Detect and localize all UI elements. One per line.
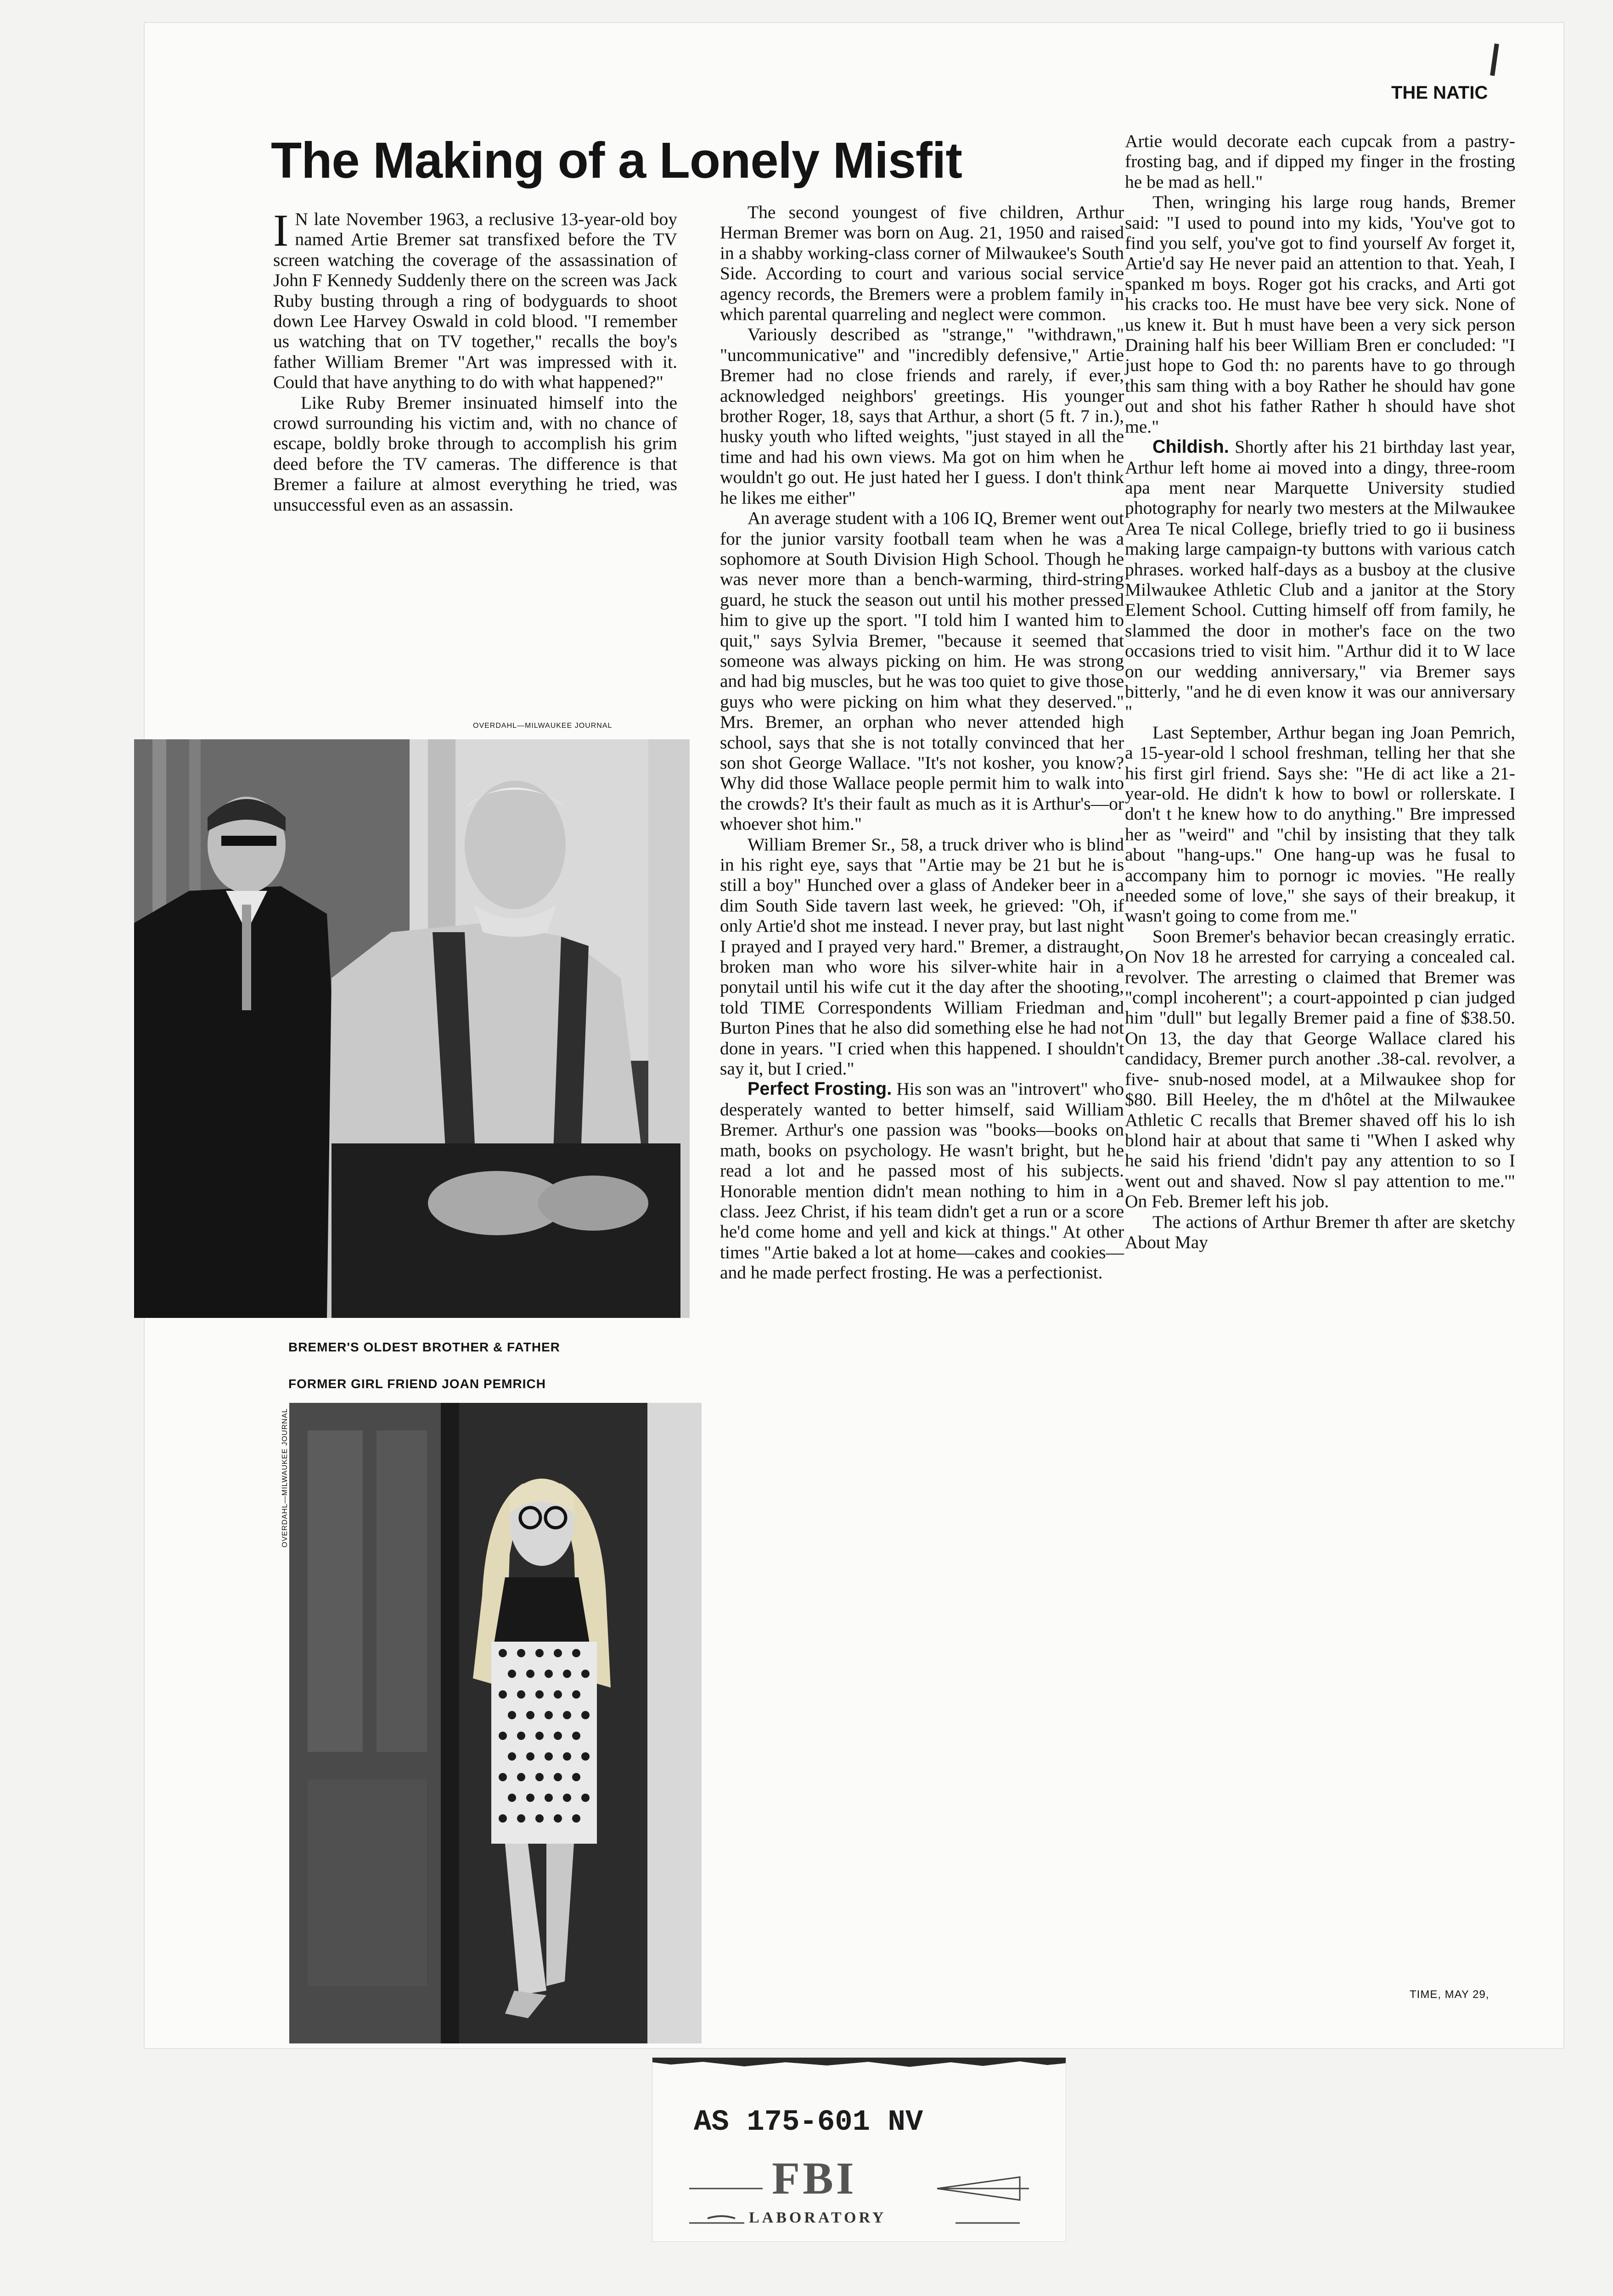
case-number: AS 175-601 NV xyxy=(694,2106,923,2139)
column-3 xyxy=(1125,131,1515,1252)
fbi-emblem-text: FBI xyxy=(772,2153,857,2204)
photo-brother-and-father xyxy=(134,739,690,1318)
col2-para-2: Variously described as "strange," "withdrawn," "uncommunicative" and "incredibly defensive," Artie Bremer had no close friends and rarely, if ever, acknowledged neighbors' greetings. His younger brother Roger, 18, says that Arthur, a short (5 ft. 7 in.), husky youth who lifted weights, "just stayed in all the time and had his own views. Ma got on him when he wouldn't go out. He just hated her I guess. I don't think he likes me either" xyxy=(720,324,1124,508)
photo-caption-2: FORMER GIRL FRIEND JOAN PEMRICH xyxy=(288,1377,546,1391)
col2-para-3: An average student with a 106 IQ, Bremer went out for the junior varsity football team when he was a sophomore at South Division High School. Though he was never more than a bench-warming, third-string guard, he stuck the season out until his mother pressed him to give up the sport. "I told him I wanted him to quit," says Sylvia Bremer, "because it seemed that someone was always picking on him. He was strong and had big muscles, but he was too quiet to give those guys who were picking on him what they deserved." Mrs. Bremer, an orphan who never attended high school, says that she is not totally convinced that her son shot George Wallace. "It's not kosher, you know? Why did those Wallace people permit him to walk into the crowds? It's their fault as much as it is Arthur's—or whoever shot him." xyxy=(720,508,1124,834)
run-in-childish: Childish. xyxy=(1152,437,1229,457)
photo-caption-1: BREMER'S OLDEST BROTHER & FATHER xyxy=(288,1340,560,1354)
col3-para-3: Childish. Shortly after his 21 birthday last year, Arthur left home ai moved into a dingy, three-room apa ment near Marquette University studied photography for nearly two mesters at the Milwaukee Area Te nical College, briefly tried to go ii business making large campaign-ty buttons with various catch phrases. worked half-days as a busboy at the clusive Milwaukee Athletic Club and a janitor at the Story Element School. Cutting himself off from family, he slammed the door in mother's face on the two occasions tried to visit him. "Arthur did it to W lace on our wedding anniversary," via Bremer says bitterly, "and he di even know it was our anniversary " xyxy=(1125,437,1515,722)
photo-credit-2: OVERDAHL—MILWAUKEE JOURNAL xyxy=(281,1408,289,1548)
col1-para-2: Like Ruby Bremer insinuated himself into the crowd surrounding his victim and, with no chance of escape, boldly broke through to accomplish his grim deed before the TV cameras. The difference is that Bremer a failure at almost everything he tried, was unsuccessful even as an assassin. xyxy=(273,392,677,515)
photo-brother-and-father-image xyxy=(134,739,690,1318)
col2-para-4: William Bremer Sr., 58, a truck driver who is blind in his right eye, says that "Artie may be 21 but he is still a boy" Hunched over a glass of Andeker beer in a dim South Side tavern last week, he grieved: "Oh, if only Artie'd shot me instead. I never pray, but last night I prayed and I prayed very hard." Bremer, a distraught, broken man who wore his silver-white hair in a ponytail until his wife cut it the day after the shooting, told TIME Correspondents William Friedman and Burton Pines that he also did something else he had not done in years. "I cried when this happened. I shouldn't say it, but I cried." xyxy=(720,834,1124,1079)
col2-para-5: Perfect Frosting. His son was an "introvert" who desperately wanted to better himself, said William Bremer. Arthur's one passion was "books—books on math, books on psychology. He wasn't bright, but he read a lot and he passed most of his subjects. Honorable mention didn't mean nothing to him in a class. Jeez Christ, if his team didn't get a run or a score he'd come home and yell and kick at things." At other times "Artie baked a lot at home—cakes and cookies—and he made perfect frosting. He was a perfectionist. xyxy=(720,1079,1124,1283)
col3-para-4: Last September, Arthur began ing Joan Pemrich, a 15-year-old l school freshman, telling her that she his first girl friend. Says she: "He di act like a 21-year-old. He didn't k how to bowl or rollerskate. I don't t he knew how to do anything." Bre impressed her as "weird" and "chil by insisting that they talk about "hang-ups." One hang-up was he fusal to accompany him to pornogr ic movies. "He really needed some of love," she says of their breakup, it wasn't going to come from me." xyxy=(1125,722,1515,926)
photo-joan-pemrich xyxy=(289,1403,702,2043)
col3-para-5: Soon Bremer's behavior becan creasingly erratic. On Nov 18 he arrested for carrying a concealed cal. revolver. The arresting o claimed that Bremer was "compl incoherent"; a court-appointed p cian judged him "dull" but legally Bremer paid a fine of $38.50. On 13, the day that George Wallace clared his candidacy, Bremer purch another .38-cal. revolver, a five- snub-nosed model, at a Milwaukee shop for $80. Bill Heeley, the m d'hôtel at the Milwaukee Athletic C recalls that Bremer shaved off his lo ish blond hair at about that same ti "When I asked why he said his friend 'didn't pay any attention to so I went out and shaved. Now sl pay attention to me.'" On Feb. Bremer left his job. xyxy=(1125,926,1515,1212)
col2-para-1: The second youngest of five children, Arthur Herman Bremer was born on Aug. 21, 1950 and raised in a shabby working-class corner of Milwaukee's South Side. According to court and various social service agency records, the Bremers were a problem family in which parental quarreling and neglect were common. xyxy=(720,202,1124,325)
col3-para-2: Then, wringing his large roug hands, Bremer said: "I used to pound into my kids, 'You've got to find you self, you've got to find yourself Av forget it, Artie'd say He never paid an attention to that. Yeah, I spanked m boys. Roger got his cracks, and Arti got his cracks too. He must have bee very sick. None of us knew it. But h must have been a very sick person Draining half his beer William Bren er concluded: "I just hope to God th: no parents have to go through this sam thing with a boy Rather he should hav gone out and shot his father Rather h should have shot me." xyxy=(1125,192,1515,437)
col3-para-1: Artie would decorate each cupcak from a pastry-frosting bag, and if dipped my finger in the frosting he be mad as hell." xyxy=(1125,131,1515,192)
drop-cap: I xyxy=(273,205,289,256)
fbi-lab-stamp xyxy=(652,2057,1066,2242)
section-label: THE NATIC xyxy=(1391,83,1488,103)
issue-footer: TIME, MAY 29, xyxy=(1410,1988,1489,2001)
col3-para-6: The actions of Arthur Bremer th after are sketchy About May xyxy=(1125,1211,1515,1252)
laboratory-label: LABORATORY xyxy=(749,2209,887,2226)
headline: The Making of a Lonely Misfit xyxy=(271,132,962,189)
photo-credit-1: OVERDAHL—MILWAUKEE JOURNAL xyxy=(473,722,613,730)
photo-joan-pemrich-image xyxy=(289,1403,702,2043)
col1-para-1: I N late November 1963, a reclusive 13-year-old boy named Artie Bremer sat transfixed before the TV screen watching the coverage of the assassination of John F Kennedy Suddenly there on the screen was Jack Ruby busting through a ring of bodyguards to shoot down Lee Harvey Oswald in cold blood. "I remember us watching that on TV together," recalls the boy's father William Bremer "Art was impressed with it. Could that have anything to do with what happened?" xyxy=(273,205,677,393)
torn-edge xyxy=(652,2058,1066,2071)
column-1 xyxy=(273,205,677,515)
run-in-perfect-frosting: Perfect Frosting. xyxy=(747,1079,892,1099)
column-2 xyxy=(720,202,1124,1283)
